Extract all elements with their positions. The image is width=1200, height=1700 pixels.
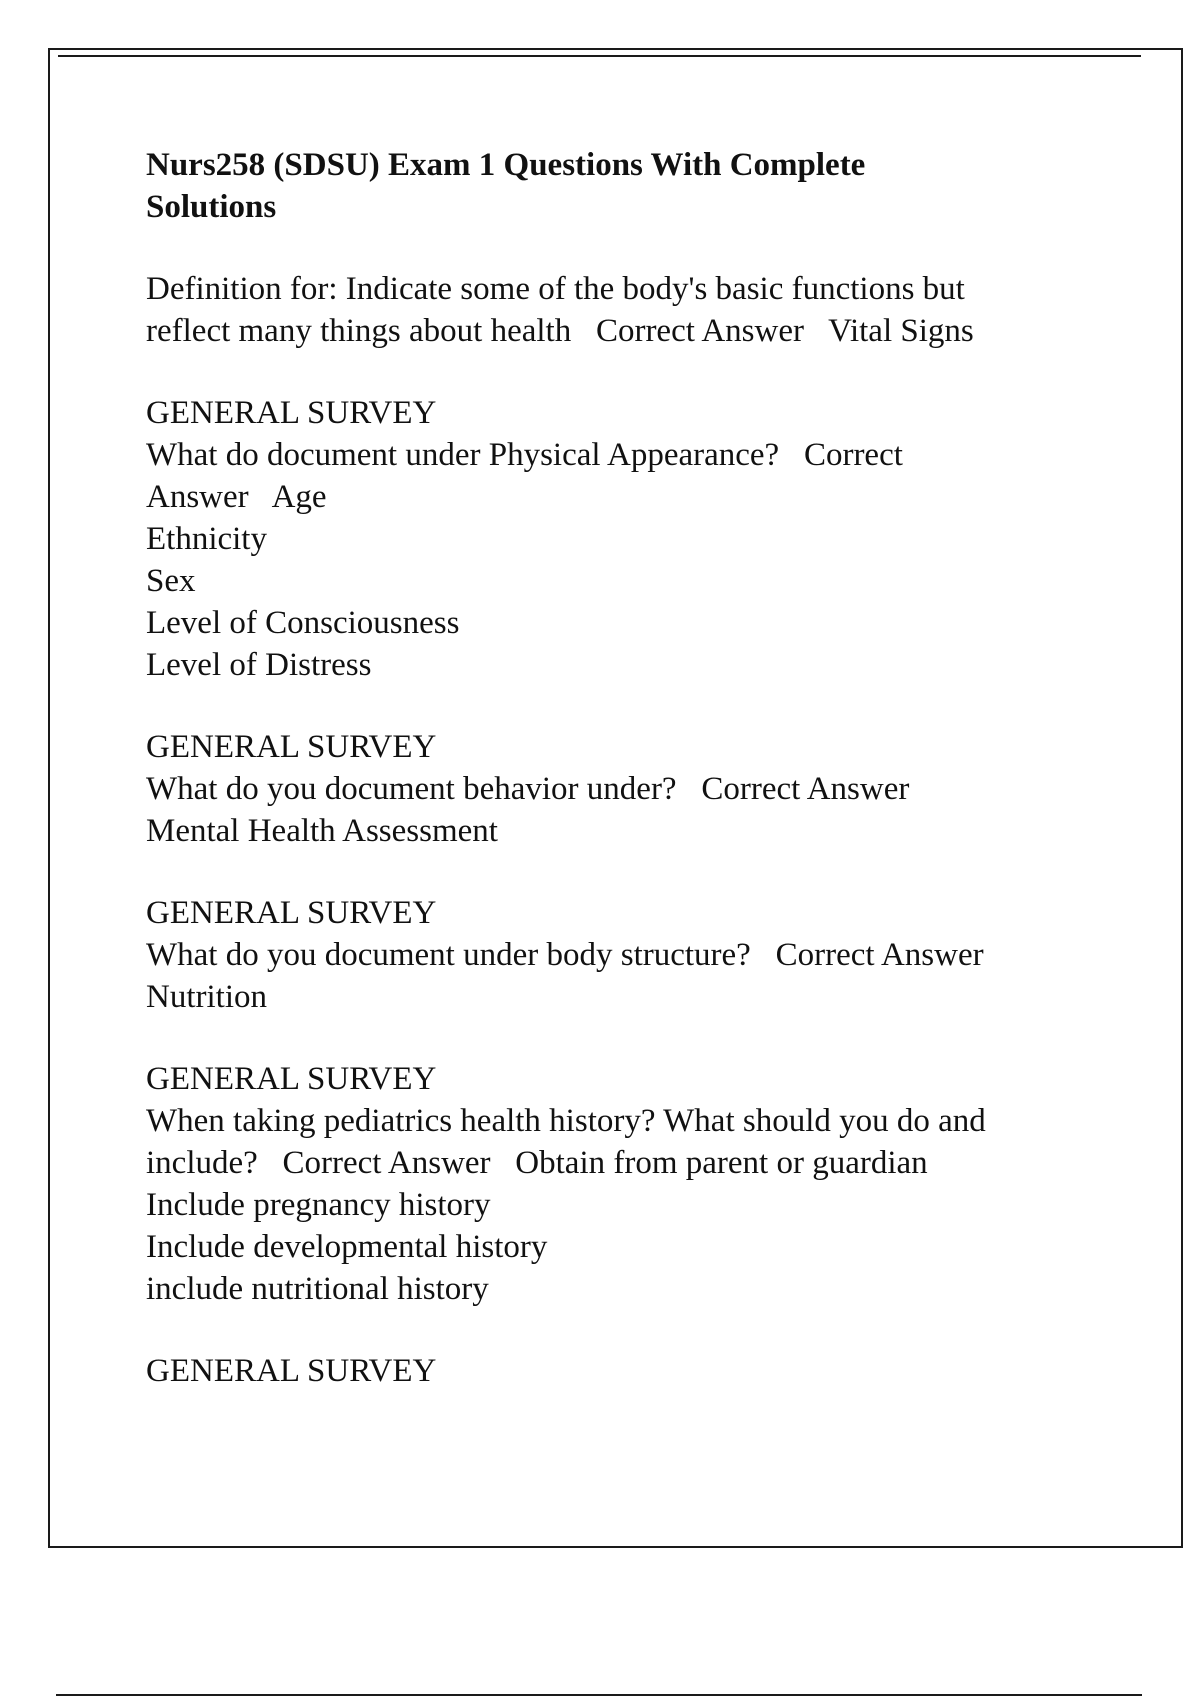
text-line: When taking pediatrics health history? What should you do and <box>146 1103 986 1139</box>
text-line: Level of Consciousness <box>146 605 460 641</box>
document-body <box>146 144 1106 1432</box>
text-line: reflect many things about health Correct Answer Vital Signs <box>146 313 974 349</box>
text-line: Sex <box>146 563 196 599</box>
text-line: What do document under Physical Appearance? Correct <box>146 437 903 473</box>
top-rule <box>58 55 1141 57</box>
text-line: Include developmental history <box>146 1229 548 1265</box>
section-heading: GENERAL SURVEY <box>146 729 437 765</box>
text-line: Level of Distress <box>146 647 372 683</box>
text-line: Include pregnancy history <box>146 1187 491 1223</box>
text-line: Definition for: Indicate some of the body's basic functions but <box>146 271 965 307</box>
text-line: include nutritional history <box>146 1271 489 1307</box>
document-title <box>146 144 1106 228</box>
text-line: What do you document behavior under? Correct Answer <box>146 771 910 807</box>
bottom-rule <box>56 1694 1142 1696</box>
text-line: Ethnicity <box>146 521 267 557</box>
text-line: Mental Health Assessment <box>146 813 498 849</box>
section-heading: GENERAL SURVEY <box>146 1353 437 1389</box>
text-line: Nutrition <box>146 979 267 1015</box>
question-block <box>146 392 1106 686</box>
question-block <box>146 1058 1106 1310</box>
section-heading: GENERAL SURVEY <box>146 1061 437 1097</box>
question-block <box>146 1350 1106 1392</box>
text-line: Answer Age <box>146 479 327 515</box>
text-line: What do you document under body structure? Correct Answer <box>146 937 984 973</box>
section-heading: GENERAL SURVEY <box>146 395 437 431</box>
section-heading: GENERAL SURVEY <box>146 895 437 931</box>
question-block <box>146 726 1106 852</box>
title-line: Nurs258 (SDSU) Exam 1 Questions With Complete <box>146 147 866 183</box>
text-line: include? Correct Answer Obtain from parent or guardian <box>146 1145 928 1181</box>
question-block <box>146 892 1106 1018</box>
title-line: Solutions <box>146 189 277 225</box>
definition-block <box>146 268 1106 352</box>
